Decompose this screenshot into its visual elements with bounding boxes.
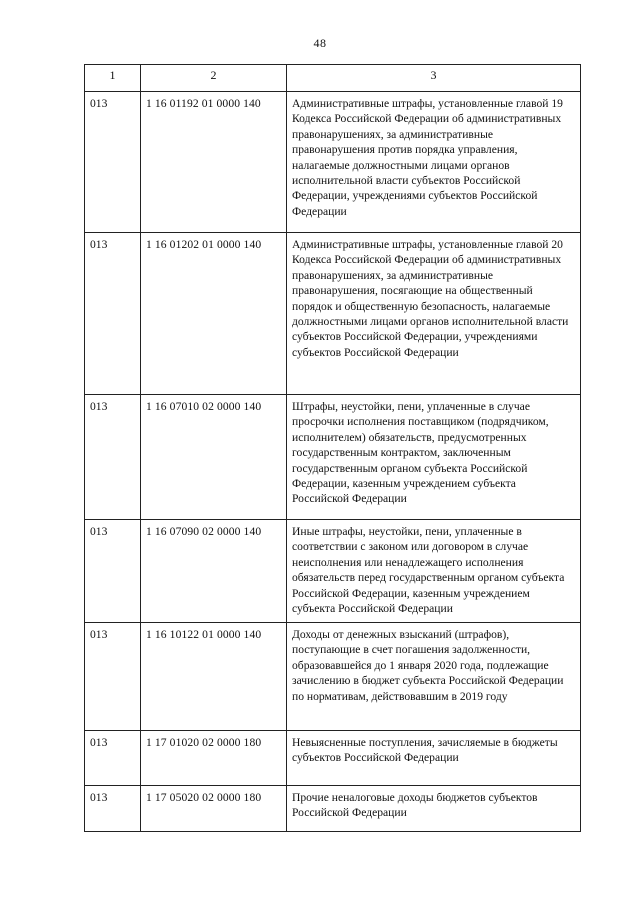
- revenue-codes-table: [84, 64, 581, 832]
- revenue-code-cell: 1 16 10122 01 0000 140: [141, 623, 287, 731]
- revenue-code-cell: 1 17 05020 02 0000 180: [141, 786, 287, 832]
- admin-code-cell: 013: [85, 520, 141, 623]
- column-header-1: 1: [85, 65, 141, 92]
- revenue-code-cell: 1 16 01202 01 0000 140: [141, 233, 287, 395]
- table-row: [85, 233, 581, 395]
- table-header-row: [85, 65, 581, 92]
- revenue-code-cell: 1 16 07010 02 0000 140: [141, 395, 287, 520]
- description-cell: Доходы от денежных взысканий (штрафов), поступающие в счет погашения задолженности, образовавшейся до 1 января 2020 года, подлежащие зачислению в бюджет субъекта Российской Федерации по нормативам, действовавшим в 2019 году: [287, 623, 581, 731]
- revenue-code-cell: 1 16 07090 02 0000 140: [141, 520, 287, 623]
- table-row: [85, 520, 581, 623]
- description-cell: Невыясненные поступления, зачисляемые в бюджеты субъектов Российской Федерации: [287, 731, 581, 786]
- table-row: [85, 731, 581, 786]
- column-header-2: 2: [141, 65, 287, 92]
- column-header-3: 3: [287, 65, 581, 92]
- table-row: [85, 623, 581, 731]
- revenue-code-cell: 1 17 01020 02 0000 180: [141, 731, 287, 786]
- revenue-code-cell: 1 16 01192 01 0000 140: [141, 92, 287, 233]
- table-row: [85, 786, 581, 832]
- description-cell: Административные штрафы, установленные главой 20 Кодекса Российской Федерации об административных правонарушениях, за административные правонарушения, посягающие на общественный порядок и общественную безопасность, налагаемые должностными лицами органов исполнительной власти субъектов Российской Федерации, учреждениями субъектов Российской Федерации: [287, 233, 581, 395]
- admin-code-cell: 013: [85, 92, 141, 233]
- admin-code-cell: 013: [85, 623, 141, 731]
- table-row: [85, 395, 581, 520]
- table-row: [85, 92, 581, 233]
- admin-code-cell: 013: [85, 395, 141, 520]
- admin-code-cell: 013: [85, 786, 141, 832]
- description-cell: Административные штрафы, установленные главой 19 Кодекса Российской Федерации об административных правонарушениях, за административные правонарушения против порядка управления, налагаемые должностными лицами органов исполнительной власти субъектов Российской Федерации, учреждениями субъектов Российской Федерации: [287, 92, 581, 233]
- admin-code-cell: 013: [85, 731, 141, 786]
- description-cell: Прочие неналоговые доходы бюджетов субъектов Российской Федерации: [287, 786, 581, 832]
- description-cell: Штрафы, неустойки, пени, уплаченные в случае просрочки исполнения поставщиком (подрядчиком, исполнителем) обязательств, предусмотренных государственным контрактом, заключенным государственным органом субъекта Российской Федерации, казенным учреждением субъекта Российской Федерации: [287, 395, 581, 520]
- description-cell: Иные штрафы, неустойки, пени, уплаченные в соответствии с законом или договором в случае неисполнения или ненадлежащего исполнения обязательств перед государственным органом субъекта Российской Федерации, казенным учреждением субъекта Российской Федерации: [287, 520, 581, 623]
- admin-code-cell: 013: [85, 233, 141, 395]
- page-number: 48: [313, 36, 327, 50]
